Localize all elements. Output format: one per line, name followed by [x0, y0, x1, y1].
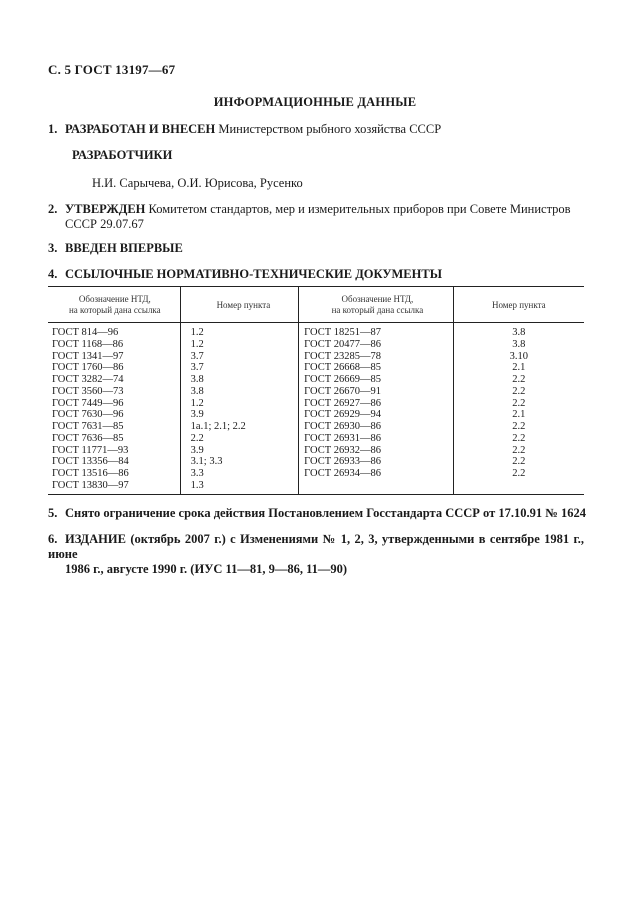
doc-cell: ГОСТ 20477—86 — [299, 339, 453, 351]
item-6-number: 6. — [48, 532, 58, 546]
item-6 — [48, 532, 584, 577]
doc-cell: ГОСТ 26932—86 — [299, 445, 453, 457]
header-doc-1-line1: Обозначение НТД, — [78, 294, 151, 304]
item-5-text: Снято ограничение срока действия Постановлением Госстандарта СССР от 17.10.91 № 1624 — [65, 506, 586, 520]
table-row — [48, 323, 584, 339]
item-5-number: 5. — [48, 506, 58, 520]
doc-cell: ГОСТ 13356—84 — [52, 456, 129, 468]
header-point-1: Номер пункта — [180, 287, 299, 323]
point-cell: 2.2 — [453, 456, 584, 468]
item-5 — [48, 506, 586, 521]
doc-cell: ГОСТ 26668—85 — [299, 362, 453, 374]
item-1 — [48, 122, 441, 137]
point-cell: 3.8 — [453, 323, 584, 339]
item-1-lead: РАЗРАБОТАН И ВНЕСЕН — [65, 122, 216, 136]
doc-cell — [299, 480, 453, 494]
table-row — [48, 433, 584, 445]
section-title: ИНФОРМАЦИОННЫЕ ДАННЫЕ — [213, 95, 417, 109]
point-cell: 2.2 — [453, 421, 584, 433]
table-header-row — [48, 287, 584, 323]
doc-cell: ГОСТ 3560—73 — [52, 385, 124, 397]
table-row — [48, 362, 584, 374]
point-cell: 3.10 — [453, 351, 584, 363]
item-1-number: 1. — [48, 122, 58, 136]
references-table — [48, 286, 584, 495]
header-doc-1 — [48, 287, 180, 323]
table-row — [48, 480, 584, 494]
item-6-lead: ИЗДАНИЕ — [65, 532, 126, 546]
item-3 — [48, 241, 183, 256]
point-cell: 3.8 — [180, 374, 299, 386]
table-row — [48, 468, 584, 480]
item-3-lead: ВВЕДЕН ВПЕРВЫЕ — [65, 241, 183, 255]
item-2-continuation: СССР 29.07.67 — [65, 217, 144, 231]
item-2 — [48, 202, 584, 232]
doc-cell: ГОСТ 13830—97 — [48, 480, 180, 494]
doc-cell: ГОСТ 13516—86 — [52, 468, 129, 479]
point-cell: 3.7 — [180, 362, 299, 374]
doc-cell: ГОСТ 26927—86 — [299, 398, 453, 410]
point-cell: 2.2 — [453, 445, 584, 457]
doc-cell: ГОСТ 7636—85 — [52, 432, 124, 444]
item-3-number: 3. — [48, 241, 58, 255]
item-4-lead: ССЫЛОЧНЫЕ НОРМАТИВНО-ТЕХНИЧЕСКИЕ ДОКУМЕНТЫ — [65, 267, 442, 281]
point-cell: 3.8 — [180, 386, 299, 398]
point-cell: 2.1 — [453, 362, 584, 374]
point-cell: 3.7 — [180, 351, 299, 363]
doc-cell: ГОСТ 814—96 — [52, 327, 119, 338]
point-cell: 1.2 — [180, 339, 299, 351]
table-row — [48, 351, 584, 363]
table-row — [48, 456, 584, 468]
point-cell: 2.2 — [453, 433, 584, 445]
item-6-continuation: 1986 г., августе 1990 г. (ИУС 11—81, 9—86, 11—90) — [65, 562, 348, 576]
doc-cell: ГОСТ 26670—91 — [299, 386, 453, 398]
point-cell: 2.2 — [453, 468, 584, 480]
point-cell: 2.2 — [180, 433, 299, 445]
doc-cell: ГОСТ 26930—86 — [299, 421, 453, 433]
doc-cell: ГОСТ 7449—96 — [52, 397, 124, 409]
point-cell: 1.3 — [180, 480, 299, 494]
header-doc-2 — [299, 287, 453, 323]
point-cell: 1а.1; 2.1; 2.2 — [180, 421, 299, 433]
point-cell: 2.2 — [453, 386, 584, 398]
item-4-number: 4. — [48, 267, 58, 281]
doc-cell: ГОСТ 23285—78 — [299, 351, 453, 363]
item-2-number: 2. — [48, 202, 58, 216]
developers-label: РАЗРАБОТЧИКИ — [72, 148, 173, 162]
doc-cell: ГОСТ 1341—97 — [52, 350, 124, 362]
doc-cell: ГОСТ 18251—87 — [299, 323, 453, 339]
header-doc-1-line2: на который дана ссылка — [68, 305, 161, 315]
table-row — [48, 421, 584, 433]
doc-cell: ГОСТ 7631—85 — [52, 421, 124, 432]
table-row — [48, 374, 584, 386]
doc-cell: ГОСТ 11771—93 — [52, 444, 129, 456]
table-row — [48, 339, 584, 351]
item-4 — [48, 267, 442, 282]
point-cell: 1.2 — [180, 398, 299, 410]
doc-cell: ГОСТ 1168—86 — [52, 338, 124, 350]
table-row — [48, 409, 584, 421]
item-2-lead: УТВЕРЖДЕН — [65, 202, 146, 216]
table-row — [48, 445, 584, 457]
point-cell: 3.8 — [453, 339, 584, 351]
point-cell: 2.2 — [453, 374, 584, 386]
point-cell: 3.9 — [180, 445, 299, 457]
doc-cell: ГОСТ 26933—86 — [299, 456, 453, 468]
header-point-2: Номер пункта — [453, 287, 584, 323]
doc-cell: ГОСТ 1760—86 — [52, 362, 124, 374]
point-cell: 3.1; 3.3 — [180, 456, 299, 468]
point-cell — [453, 480, 584, 494]
doc-cell: ГОСТ 26929—94 — [299, 409, 453, 421]
header-doc-2-line1: Обозначение НТД, — [341, 294, 414, 304]
table-row — [48, 398, 584, 410]
point-cell: 3.9 — [180, 409, 299, 421]
doc-cell: ГОСТ 7630—96 — [52, 409, 124, 421]
page-header: С. 5 ГОСТ 13197—67 — [48, 62, 176, 77]
point-cell: 2.2 — [453, 398, 584, 410]
point-cell: 1.2 — [180, 323, 299, 339]
developers-names: Н.И. Сарычева, О.И. Юрисова, Русенко — [92, 176, 303, 190]
item-2-text: Комитетом стандартов, мер и измерительных приборов при Совете Министров — [148, 202, 571, 216]
doc-cell: ГОСТ 3282—74 — [52, 374, 124, 385]
doc-cell: ГОСТ 26931—86 — [299, 433, 453, 445]
table-row — [48, 386, 584, 398]
header-doc-2-line2: на который дана ссылка — [331, 305, 424, 315]
point-cell: 3.3 — [180, 468, 299, 480]
item-1-text: Министерством рыбного хозяйства СССР — [218, 122, 442, 136]
point-cell: 2.1 — [453, 409, 584, 421]
doc-cell: ГОСТ 26934—86 — [299, 468, 453, 480]
item-6-text: (октябрь 2007 г.) с Изменениями № 1, 2, 3, утвержденными в сентябре 1981 г., июне — [48, 532, 584, 561]
doc-cell: ГОСТ 26669—85 — [299, 374, 453, 386]
